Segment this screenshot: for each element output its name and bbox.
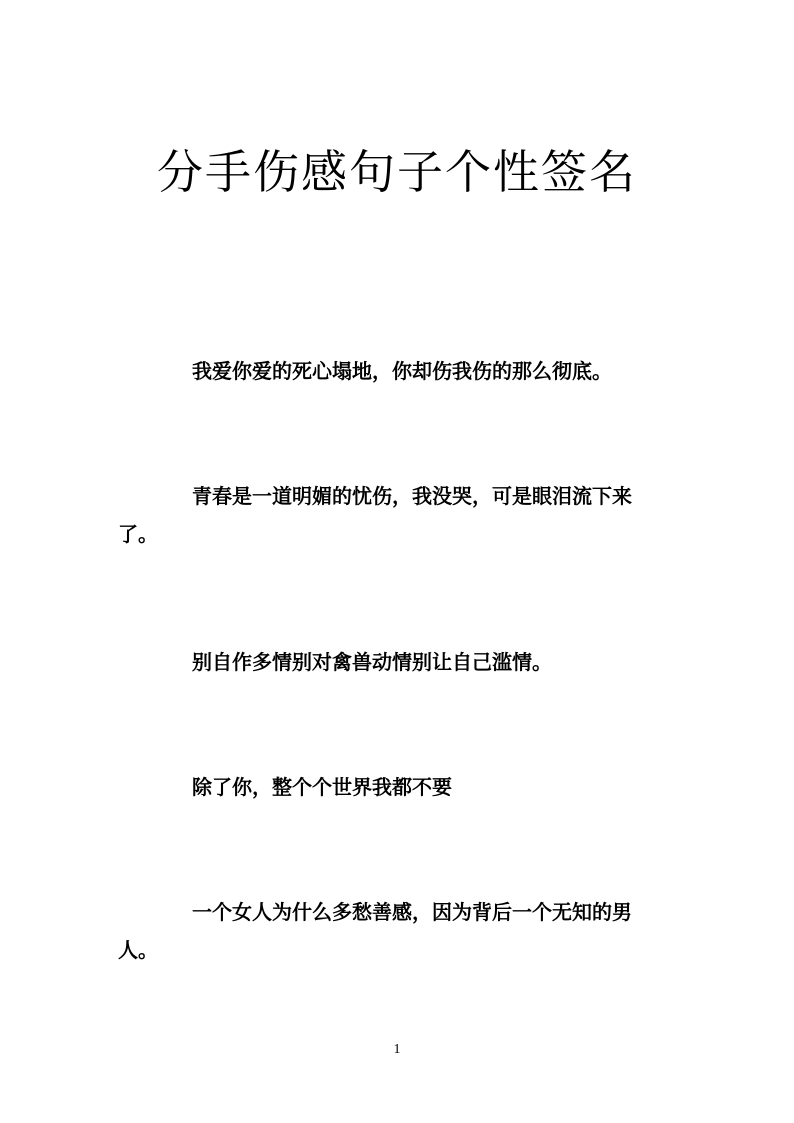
paragraph: 一个女人为什么多愁善感，因为背后一个无知的男人。 — [118, 900, 632, 962]
document-title: 分手伤感句子个性签名 — [157, 145, 637, 199]
paragraph: 别自作多情别对禽兽动情别让自己滥情。 — [192, 650, 552, 674]
paragraph: 青春是一道明媚的忧伤，我没哭，可是眼泪流下来了。 — [118, 484, 632, 546]
paragraph: 我爱你爱的死心塌地，你却伤我伤的那么彻底。 — [192, 359, 612, 383]
paragraph: 除了你，整个个世界我都不要 — [192, 775, 452, 799]
page-number: 1 — [393, 1042, 401, 1057]
